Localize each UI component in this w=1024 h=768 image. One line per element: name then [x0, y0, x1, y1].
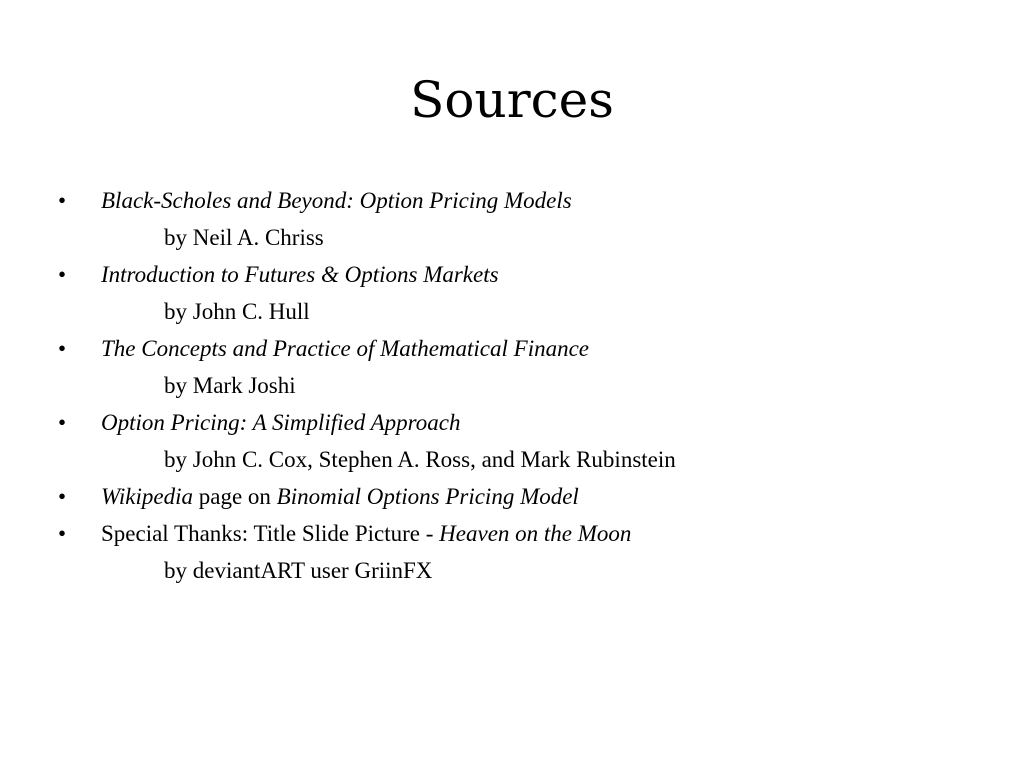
list-item-wikipedia [56, 478, 996, 515]
bullet: • [58, 188, 67, 213]
sources-list [56, 182, 996, 589]
bullet: • [58, 521, 67, 546]
list-item-author [56, 219, 996, 256]
list-item-author [56, 367, 996, 404]
bullet: • [58, 484, 67, 509]
list-item [56, 182, 996, 219]
list-item [56, 404, 996, 441]
thanks-author: by deviantART user GriinFX [164, 558, 433, 583]
list-item-author [56, 552, 996, 589]
bullet: • [58, 336, 67, 361]
source-title: Introduction to Futures & Options Markets [101, 262, 499, 287]
list-item [56, 256, 996, 293]
list-item [56, 330, 996, 367]
list-item-author [56, 293, 996, 330]
wikipedia-source [101, 478, 579, 515]
source-title: Option Pricing: A Simplified Approach [101, 410, 461, 435]
wikipedia-middle: page on [192, 484, 277, 509]
wikipedia-name: Wikipedia [101, 484, 193, 509]
wikipedia-page: Binomial Options Pricing Model [276, 484, 579, 509]
source-author: by John C. Cox, Stephen A. Ross, and Mark Rubinstein [164, 447, 676, 472]
thanks-title: Heaven on the Moon [439, 521, 632, 546]
list-item-author [56, 441, 996, 478]
source-author: by Mark Joshi [164, 373, 296, 398]
source-title: The Concepts and Practice of Mathematical Finance [101, 336, 589, 361]
bullet: • [58, 410, 67, 435]
bullet: • [58, 262, 67, 287]
source-title: Black-Scholes and Beyond: Option Pricing Models [101, 188, 572, 213]
slide-title: Sources [410, 71, 614, 129]
thanks-prefix: Special Thanks: Title Slide Picture - [101, 521, 440, 546]
thanks-line [101, 515, 631, 552]
source-author: by John C. Hull [164, 299, 310, 324]
source-author: by Neil A. Chriss [164, 225, 324, 250]
list-item-thanks [56, 515, 996, 552]
